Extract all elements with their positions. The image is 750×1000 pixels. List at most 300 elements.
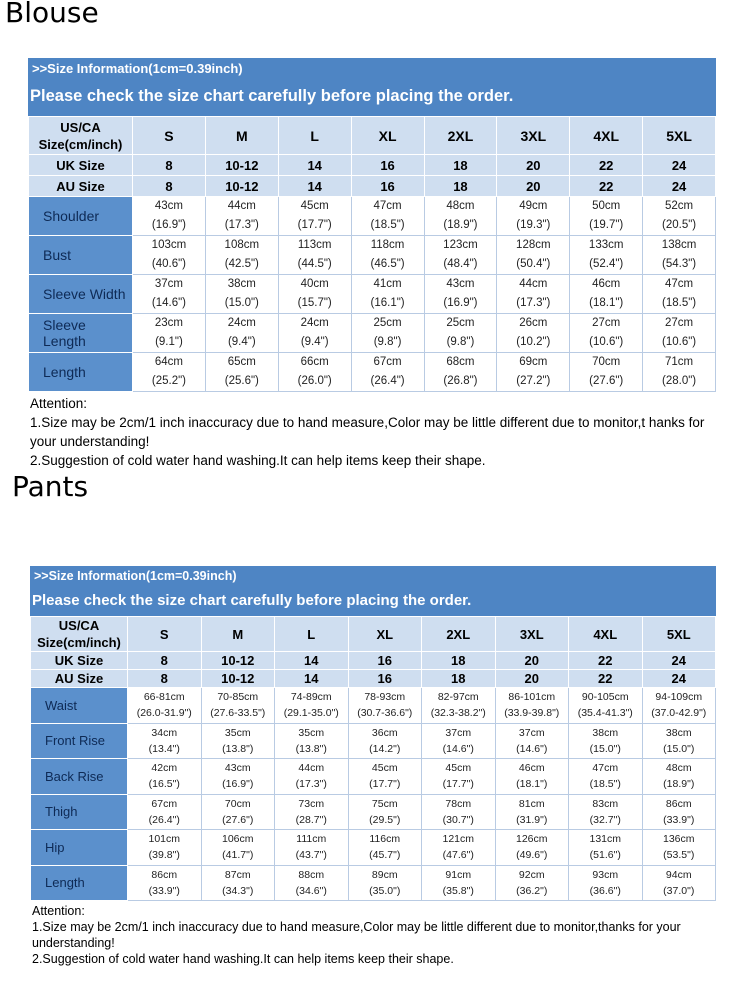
- pants-measure-row: [31, 723, 716, 759]
- pants-measure-cell: [348, 794, 422, 830]
- blouse-measure-cell: [570, 275, 643, 314]
- blouse-measure-cell: [643, 353, 716, 392]
- pants-measure-row: [31, 794, 716, 830]
- pants-value-inch: (36.6"): [589, 884, 621, 897]
- pants-measure-cell: [422, 865, 496, 901]
- blouse-value-cm: 45cm: [300, 200, 329, 212]
- pants-uk-value: 14: [275, 652, 349, 670]
- pants-value-cm: 82-97cm: [437, 691, 479, 704]
- pants-value-inch: (45.7"): [369, 849, 401, 862]
- blouse-value-inch: (25.6"): [224, 375, 259, 387]
- blouse-value-inch: (18.9"): [443, 219, 478, 231]
- pants-au-value: 14: [275, 670, 349, 688]
- pants-value-inch: (32.3-38.2"): [430, 707, 486, 720]
- pants-value-cm: 36cm: [371, 726, 398, 739]
- pants-value-cm: 93cm: [592, 868, 619, 881]
- blouse-value-inch: (42.5"): [224, 258, 259, 270]
- blouse-au-row: [29, 176, 716, 197]
- blouse-size-0: S: [133, 117, 206, 155]
- blouse-value-cm: 27cm: [665, 317, 694, 329]
- pants-value-inch: (18.1"): [516, 778, 548, 791]
- pants-value-inch: (29.1-35.0"): [283, 707, 339, 720]
- pants-value-cm: 47cm: [592, 762, 619, 775]
- pants-value-cm: 116cm: [369, 833, 401, 846]
- blouse-value-inch: (9.8"): [446, 336, 475, 348]
- pants-size-header-row: [31, 617, 716, 652]
- blouse-measure-cell: [278, 236, 351, 275]
- blouse-value-cm: 123cm: [443, 239, 478, 251]
- blouse-measure-label: Bust: [29, 236, 133, 275]
- blouse-notes: [28, 392, 716, 470]
- pants-note-2: 2.Suggestion of cold water hand washing.It can help items keep their shape.: [32, 952, 454, 966]
- blouse-measure-cell: [351, 197, 424, 236]
- pants-value-inch: (43.7"): [295, 849, 327, 862]
- pants-measure-label: Front Rise: [31, 723, 128, 759]
- pants-measure-cell: [569, 688, 643, 724]
- blouse-value-cm: 67cm: [373, 356, 402, 368]
- pants-size-5: 3XL: [495, 617, 569, 652]
- blouse-measure-cell: [424, 275, 497, 314]
- pants-au-value: 16: [348, 670, 422, 688]
- pants-measure-row: [31, 865, 716, 901]
- pants-value-cm: 35cm: [298, 726, 325, 739]
- pants-value-cm: 37cm: [518, 726, 545, 739]
- blouse-value-inch: (15.7"): [297, 297, 332, 309]
- pants-au-value: 24: [642, 670, 716, 688]
- pants-value-cm: 94-109cm: [655, 691, 703, 704]
- pants-value-inch: (47.6"): [442, 849, 474, 862]
- pants-value-inch: (34.3"): [222, 884, 254, 897]
- pants-value-cm: 111cm: [296, 833, 327, 846]
- pants-uk-value: 24: [642, 652, 716, 670]
- pants-measure-cell: [128, 830, 202, 866]
- pants-measure-cell: [495, 688, 569, 724]
- pants-uk-value: 22: [569, 652, 643, 670]
- pants-measure-cell: [128, 759, 202, 795]
- blouse-value-cm: 113cm: [297, 239, 332, 251]
- blouse-value-inch: (26.4"): [370, 375, 405, 387]
- blouse-measure-cell: [205, 353, 278, 392]
- blouse-measure-cell: [424, 353, 497, 392]
- pants-value-inch: (33.9"): [148, 884, 180, 897]
- blouse-value-cm: 41cm: [373, 278, 402, 290]
- blouse-value-cm: 24cm: [227, 317, 256, 329]
- pants-value-inch: (16.9"): [222, 778, 254, 791]
- blouse-value-cm: 118cm: [370, 239, 405, 251]
- blouse-value-inch: (52.4"): [589, 258, 624, 270]
- pants-value-cm: 126cm: [515, 833, 548, 846]
- pants-value-cm: 81cm: [518, 797, 545, 810]
- blouse-size-1: M: [205, 117, 278, 155]
- pants-measure-cell: [201, 688, 275, 724]
- blouse-corner-region: US/CA: [60, 119, 101, 135]
- pants-uk-value: 16: [348, 652, 422, 670]
- blouse-size-3: XL: [351, 117, 424, 155]
- blouse-corner-unit: Size(cm/inch): [38, 136, 123, 152]
- blouse-value-inch: (27.2"): [516, 375, 551, 387]
- pants-size-table: [30, 616, 716, 901]
- blouse-corner-cell: [29, 117, 133, 155]
- blouse-measure-cell: [205, 236, 278, 275]
- blouse-uk-value: 24: [643, 155, 716, 176]
- pants-value-inch: (30.7-36.6"): [357, 707, 413, 720]
- pants-value-inch: (16.5"): [148, 778, 180, 791]
- pants-value-inch: (27.6-33.5"): [210, 707, 266, 720]
- pants-measure-cell: [642, 794, 716, 830]
- blouse-au-value: 10-12: [205, 176, 278, 197]
- blouse-attention-label: Attention:: [30, 396, 88, 411]
- pants-measure-cell: [201, 794, 275, 830]
- pants-value-cm: 88cm: [298, 868, 325, 881]
- blouse-uk-value: 8: [133, 155, 206, 176]
- blouse-value-inch: (18.5"): [662, 297, 697, 309]
- blouse-measure-cell: [424, 197, 497, 236]
- pants-value-cm: 44cm: [298, 762, 325, 775]
- pants-measure-cell: [201, 723, 275, 759]
- blouse-au-value: 18: [424, 176, 497, 197]
- pants-value-cm: 86cm: [665, 797, 692, 810]
- pants-au-value: 22: [569, 670, 643, 688]
- pants-value-cm: 78-93cm: [364, 691, 406, 704]
- blouse-note-1: 1.Size may be 2cm/1 inch inaccuracy due to hand measure,Color may be little different due to monitor,t hanks for your understanding!: [30, 415, 705, 449]
- pants-au-label: AU Size: [31, 670, 128, 688]
- blouse-size-2: L: [278, 117, 351, 155]
- blouse-value-inch: (9.4"): [227, 336, 256, 348]
- pants-measure-cell: [348, 688, 422, 724]
- pants-measure-cell: [569, 794, 643, 830]
- blouse-measure-cell: [497, 314, 570, 353]
- pants-value-cm: 70cm: [224, 797, 251, 810]
- blouse-measure-cell: [643, 236, 716, 275]
- pants-value-cm: 73cm: [298, 797, 325, 810]
- pants-value-cm: 101cm: [148, 833, 180, 846]
- blouse-value-cm: 66cm: [300, 356, 329, 368]
- pants-measure-cell: [642, 865, 716, 901]
- blouse-value-cm: 49cm: [519, 200, 548, 212]
- blouse-measure-cell: [278, 275, 351, 314]
- pants-value-cm: 67cm: [151, 797, 178, 810]
- pants-value-inch: (37.0-42.9"): [651, 707, 707, 720]
- pants-au-value: 20: [495, 670, 569, 688]
- pants-measure-cell: [495, 759, 569, 795]
- blouse-measure-cell: [497, 353, 570, 392]
- blouse-measure-cell: [643, 275, 716, 314]
- pants-value-inch: (41.7"): [222, 849, 254, 862]
- blouse-uk-value: 10-12: [205, 155, 278, 176]
- pants-value-cm: 74-89cm: [290, 691, 332, 704]
- blouse-check-notice: Please check the size chart carefully before placing the order.: [30, 87, 514, 105]
- pants-measure-cell: [275, 865, 349, 901]
- blouse-au-value: 8: [133, 176, 206, 197]
- blouse-banner: [28, 58, 716, 116]
- blouse-value-inch: (18.5"): [370, 219, 405, 231]
- pants-measure-cell: [128, 723, 202, 759]
- blouse-measure-cell: [278, 353, 351, 392]
- blouse-value-inch: (26.8"): [443, 375, 478, 387]
- pants-measure-label: Waist: [31, 688, 128, 724]
- pants-size-chart: [30, 566, 716, 967]
- pants-measure-cell: [201, 830, 275, 866]
- pants-value-inch: (39.8"): [148, 849, 180, 862]
- pants-value-cm: 92cm: [518, 868, 545, 881]
- blouse-measure-label: Sleeve Length: [29, 314, 133, 353]
- blouse-value-inch: (28.0"): [662, 375, 697, 387]
- pants-measure-cell: [128, 794, 202, 830]
- pants-check-notice: Please check the size chart carefully before placing the order.: [32, 592, 472, 609]
- pants-uk-label: UK Size: [31, 652, 128, 670]
- blouse-size-info: >>Size Information(1cm=0.39inch): [32, 61, 243, 76]
- blouse-measure-cell: [570, 197, 643, 236]
- pants-measure-cell: [422, 688, 496, 724]
- blouse-size-chart: [28, 58, 716, 470]
- pants-size-7: 5XL: [642, 617, 716, 652]
- pants-uk-row: [31, 652, 716, 670]
- blouse-value-inch: (25.2"): [151, 375, 186, 387]
- blouse-value-cm: 24cm: [300, 317, 329, 329]
- pants-value-cm: 45cm: [445, 762, 472, 775]
- pants-value-cm: 121cm: [442, 833, 474, 846]
- blouse-uk-label: UK Size: [29, 155, 133, 176]
- pants-size-0: S: [128, 617, 202, 652]
- pants-measure-cell: [422, 830, 496, 866]
- pants-au-value: 10-12: [201, 670, 275, 688]
- pants-value-cm: 35cm: [224, 726, 251, 739]
- blouse-value-inch: (40.6"): [151, 258, 186, 270]
- blouse-value-inch: (27.6"): [589, 375, 624, 387]
- pants-value-cm: 136cm: [662, 833, 695, 846]
- blouse-value-inch: (17.7"): [297, 219, 332, 231]
- blouse-measure-cell: [351, 353, 424, 392]
- blouse-size-table: [28, 116, 716, 392]
- blouse-value-cm: 138cm: [661, 239, 697, 251]
- pants-value-cm: 37cm: [445, 726, 472, 739]
- pants-value-cm: 38cm: [665, 726, 692, 739]
- pants-value-inch: (35.4-41.3"): [577, 707, 633, 720]
- pants-value-inch: (37.0"): [663, 884, 695, 897]
- pants-value-inch: (35.8"): [442, 884, 474, 897]
- pants-value-inch: (15.0"): [589, 742, 621, 755]
- pants-value-inch: (18.9"): [663, 778, 695, 791]
- blouse-value-cm: 52cm: [665, 200, 694, 212]
- blouse-value-cm: 103cm: [151, 239, 187, 251]
- blouse-value-inch: (50.4"): [516, 258, 551, 270]
- blouse-size-header-row: [29, 117, 716, 155]
- pants-measure-cell: [201, 759, 275, 795]
- pants-value-inch: (26.0-31.9"): [136, 707, 192, 720]
- blouse-uk-value: 18: [424, 155, 497, 176]
- pants-measure-cell: [201, 865, 275, 901]
- blouse-value-cm: 26cm: [519, 317, 548, 329]
- pants-value-cm: 75cm: [371, 797, 398, 810]
- pants-value-cm: 89cm: [371, 868, 398, 881]
- blouse-value-cm: 37cm: [154, 278, 183, 290]
- pants-value-inch: (49.6"): [516, 849, 548, 862]
- pants-value-inch: (14.6"): [516, 742, 548, 755]
- pants-measure-cell: [569, 830, 643, 866]
- blouse-size-5: 3XL: [497, 117, 570, 155]
- pants-au-row: [31, 670, 716, 688]
- blouse-measure-cell: [133, 236, 206, 275]
- pants-value-inch: (28.7"): [295, 813, 327, 826]
- blouse-measure-cell: [497, 236, 570, 275]
- pants-measure-row: [31, 759, 716, 795]
- pants-measure-cell: [275, 723, 349, 759]
- pants-value-inch: (33.9-39.8"): [504, 707, 560, 720]
- pants-value-cm: 78cm: [445, 797, 472, 810]
- pants-value-cm: 86cm: [151, 868, 178, 881]
- pants-value-inch: (53.5"): [663, 849, 695, 862]
- blouse-measure-row: [29, 236, 716, 275]
- blouse-value-cm: 46cm: [592, 278, 621, 290]
- blouse-value-cm: 47cm: [373, 200, 402, 212]
- pants-value-inch: (33.9"): [663, 813, 695, 826]
- blouse-measure-cell: [278, 314, 351, 353]
- pants-value-cm: 106cm: [221, 833, 254, 846]
- blouse-value-cm: 48cm: [446, 200, 475, 212]
- blouse-value-cm: 108cm: [224, 239, 260, 251]
- blouse-value-inch: (10.2"): [516, 336, 551, 348]
- pants-corner-region: US/CA: [58, 618, 100, 633]
- blouse-measure-cell: [133, 314, 206, 353]
- pants-measure-label: Length: [31, 865, 128, 901]
- blouse-value-cm: 47cm: [665, 278, 694, 290]
- blouse-measure-label: Sleeve Width: [29, 275, 133, 314]
- blouse-value-cm: 133cm: [588, 239, 624, 251]
- blouse-measure-cell: [351, 236, 424, 275]
- blouse-value-inch: (9.1"): [155, 336, 183, 348]
- pants-value-inch: (15.0"): [663, 742, 695, 755]
- pants-measure-cell: [348, 865, 422, 901]
- pants-measure-row: [31, 688, 716, 724]
- blouse-measure-cell: [133, 197, 206, 236]
- pants-measure-cell: [348, 759, 422, 795]
- pants-size-info: >>Size Information(1cm=0.39inch): [34, 569, 237, 583]
- blouse-value-inch: (9.4"): [300, 336, 329, 348]
- pants-value-inch: (35.0"): [369, 884, 401, 897]
- pants-value-cm: 70-85cm: [217, 691, 259, 704]
- blouse-value-cm: 64cm: [154, 356, 183, 368]
- blouse-value-inch: (48.4"): [443, 258, 478, 270]
- pants-measure-cell: [495, 865, 569, 901]
- blouse-measure-cell: [497, 197, 570, 236]
- pants-note-1: 1.Size may be 2cm/1 inch inaccuracy due to hand measure,Color may be little different due to monitor,thanks for your understanding!: [32, 920, 681, 950]
- blouse-value-cm: 70cm: [592, 356, 621, 368]
- pants-measure-cell: [642, 688, 716, 724]
- blouse-measure-cell: [643, 314, 716, 353]
- pants-measure-cell: [128, 688, 202, 724]
- pants-value-inch: (18.5"): [589, 778, 621, 791]
- pants-measure-cell: [495, 794, 569, 830]
- pants-value-cm: 90-105cm: [581, 691, 629, 704]
- blouse-measure-cell: [133, 275, 206, 314]
- pants-value-inch: (26.4"): [148, 813, 180, 826]
- blouse-value-cm: 69cm: [519, 356, 548, 368]
- pants-value-cm: 42cm: [151, 762, 178, 775]
- blouse-value-cm: 25cm: [373, 317, 402, 329]
- pants-size-6: 4XL: [569, 617, 643, 652]
- pants-value-inch: (34.6"): [295, 884, 327, 897]
- pants-au-value: 8: [128, 670, 202, 688]
- blouse-measure-cell: [278, 197, 351, 236]
- pants-measure-cell: [569, 723, 643, 759]
- pants-measure-cell: [569, 759, 643, 795]
- blouse-value-inch: (14.6"): [151, 297, 186, 309]
- blouse-measure-cell: [133, 353, 206, 392]
- blouse-measure-cell: [351, 275, 424, 314]
- blouse-size-4: 2XL: [424, 117, 497, 155]
- blouse-au-value: 22: [570, 176, 643, 197]
- blouse-measure-row: [29, 353, 716, 392]
- blouse-value-cm: 27cm: [592, 317, 621, 329]
- pants-uk-value: 18: [422, 652, 496, 670]
- blouse-size-6: 4XL: [570, 117, 643, 155]
- blouse-au-value: 20: [497, 176, 570, 197]
- blouse-measure-cell: [205, 197, 278, 236]
- blouse-value-inch: (20.5"): [662, 219, 697, 231]
- pants-corner-cell: [31, 617, 128, 652]
- pants-value-inch: (13.8"): [295, 742, 327, 755]
- pants-value-cm: 38cm: [592, 726, 619, 739]
- blouse-value-cm: 43cm: [154, 200, 183, 212]
- pants-notes: [30, 901, 716, 967]
- blouse-value-cm: 25cm: [446, 317, 475, 329]
- blouse-measure-cell: [205, 314, 278, 353]
- pants-measure-label: Thigh: [31, 794, 128, 830]
- pants-value-inch: (31.9"): [516, 813, 548, 826]
- pants-value-inch: (17.7"): [442, 778, 474, 791]
- pants-value-inch: (29.5"): [369, 813, 401, 826]
- blouse-measure-cell: [643, 197, 716, 236]
- pants-measure-cell: [422, 794, 496, 830]
- blouse-measure-label: Shoulder: [29, 197, 133, 236]
- blouse-value-cm: 68cm: [446, 356, 475, 368]
- pants-value-cm: 66-81cm: [143, 691, 185, 704]
- blouse-value-inch: (44.5"): [297, 258, 332, 270]
- blouse-measure-cell: [497, 275, 570, 314]
- blouse-value-cm: 71cm: [665, 356, 694, 368]
- blouse-au-value: 16: [351, 176, 424, 197]
- pants-measure-cell: [642, 759, 716, 795]
- blouse-value-inch: (19.3"): [516, 219, 551, 231]
- blouse-value-cm: 40cm: [300, 278, 329, 290]
- pants-corner-unit: Size(cm/inch): [37, 635, 121, 650]
- blouse-value-inch: (16.9"): [151, 219, 186, 231]
- pants-uk-value: 20: [495, 652, 569, 670]
- blouse-value-cm: 23cm: [154, 317, 183, 329]
- pants-measure-cell: [348, 830, 422, 866]
- pants-measure-label: Hip: [31, 830, 128, 866]
- blouse-value-cm: 43cm: [446, 278, 475, 290]
- pants-value-inch: (14.6"): [442, 742, 474, 755]
- pants-measure-label: Back Rise: [31, 759, 128, 795]
- pants-value-inch: (36.2"): [516, 884, 548, 897]
- blouse-value-cm: 44cm: [519, 278, 548, 290]
- blouse-value-inch: (16.1"): [370, 297, 405, 309]
- pants-value-cm: 43cm: [224, 762, 251, 775]
- blouse-au-value: 24: [643, 176, 716, 197]
- pants-value-cm: 91cm: [445, 868, 472, 881]
- blouse-value-cm: 65cm: [227, 356, 256, 368]
- pants-value-cm: 94cm: [665, 868, 692, 881]
- blouse-uk-value: 16: [351, 155, 424, 176]
- pants-value-inch: (17.7"): [369, 778, 401, 791]
- pants-value-cm: 34cm: [151, 726, 178, 739]
- pants-value-inch: (27.6"): [222, 813, 254, 826]
- pants-uk-value: 10-12: [201, 652, 275, 670]
- blouse-measure-cell: [351, 314, 424, 353]
- blouse-value-cm: 128cm: [516, 239, 551, 251]
- pants-value-inch: (30.7"): [442, 813, 474, 826]
